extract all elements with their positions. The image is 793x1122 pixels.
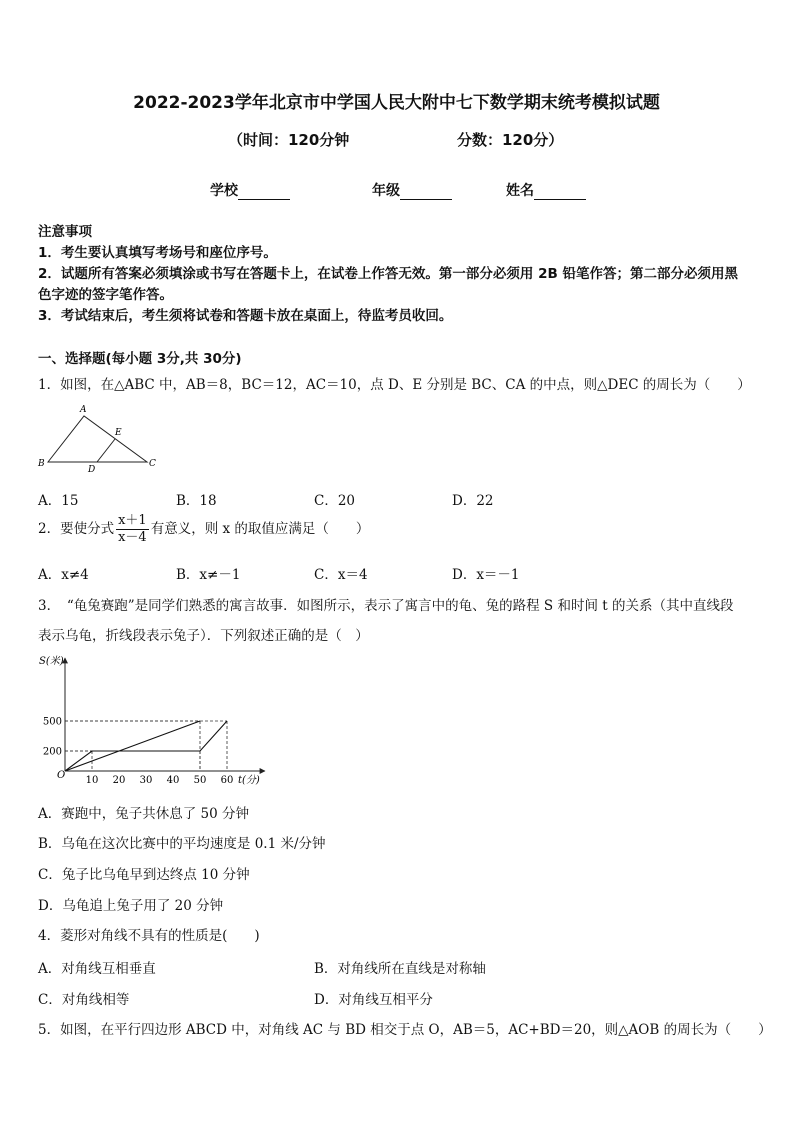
distance-time-chart xyxy=(35,652,275,792)
q4-stem: 4．菱形对角线不具有的性质是( ) xyxy=(38,928,260,944)
series-tortoise-line xyxy=(65,721,200,771)
q3-line-1: 3． “龟兔赛跑”是同学们熟悉的寓言故事．如图所示，表示了寓言中的龟、兔的路程 S 和时间 t 的关系（其中直线段 xyxy=(38,598,734,614)
triangle-abc xyxy=(48,416,147,462)
series-rabbit-line xyxy=(65,721,227,771)
y-tick-label: 500 xyxy=(42,716,62,728)
q3-option-c[interactable]: C．兔子比乌龟早到达终点 10 分钟 xyxy=(38,867,250,883)
exam-score: 分数：120分） xyxy=(457,131,564,149)
q1-stem: 1．如图，在△ABC 中，AB＝8，BC＝12，AC＝10，点 D、E 分别是 BC、CA 的中点，则△DEC 的周长为（ ） xyxy=(38,377,751,393)
q1-option-a[interactable]: A．15 xyxy=(38,493,79,509)
q1-option-d[interactable]: D．22 xyxy=(452,493,494,509)
q5-stem: 5．如图，在平行四边形 ABCD 中，对角线 AC 与 BD 相交于点 O，AB＝5，AC+BD＝20，则△AOB 的周长为（ ） xyxy=(38,1022,772,1038)
q4-option-b[interactable]: B．对角线所在直线是对称轴 xyxy=(314,961,486,977)
notes-item-2a: 2．试题所有答案必须填涂或书写在答题卡上，在试卷上作答无效。第一部分必须用 2B 铅笔作答；第二部分必须用黑 xyxy=(38,266,738,282)
q3-option-a[interactable]: A．赛跑中，兔子共休息了 50 分钟 xyxy=(38,806,250,822)
x-axis-label: t(分) xyxy=(238,775,260,786)
q2-numerator: x＋1 xyxy=(118,513,147,528)
x-tick-label: 60 xyxy=(220,775,234,786)
chart-series xyxy=(65,721,227,771)
school-blank[interactable] xyxy=(238,185,290,200)
q2-option-b[interactable]: B．x≠－1 xyxy=(176,567,241,583)
x-tick-label: 40 xyxy=(166,775,180,786)
q2-pre: 2．要使分式 xyxy=(38,521,115,537)
q4-option-c[interactable]: C．对角线相等 xyxy=(38,992,130,1008)
grade-field xyxy=(372,180,452,200)
q2-post: 有意义，则 x 的取值应满足（ ） xyxy=(150,521,370,537)
x-tick-label: 30 xyxy=(139,775,153,786)
label-a: A xyxy=(80,405,87,415)
q3-option-b[interactable]: B．乌龟在这次比赛中的平均速度是 0.1 米/分钟 xyxy=(38,836,326,852)
school-field xyxy=(210,180,290,200)
q2-option-d[interactable]: D．x＝－1 xyxy=(452,567,520,583)
notes-block xyxy=(38,222,738,327)
q2-option-c[interactable]: C．x＝4 xyxy=(314,567,368,583)
x-tick-label: 50 xyxy=(193,775,207,786)
chart-guides xyxy=(65,721,227,771)
q2-stem xyxy=(38,513,369,546)
exam-time: （时间：120分钟 xyxy=(228,131,350,149)
label-c: C xyxy=(149,459,156,469)
name-blank[interactable] xyxy=(534,185,586,200)
q2-fraction xyxy=(116,513,149,546)
q2-denominator: x－4 xyxy=(118,530,147,545)
triangle-figure xyxy=(35,400,160,475)
notes-item-3: 3．考试结束后，考生须将试卷和答题卡放在桌面上，待监考员收回。 xyxy=(38,308,453,324)
notes-item-1: 1．考生要认真填写考场号和座位序号。 xyxy=(38,245,277,261)
notes-item-2b: 色字迹的签字笔作答。 xyxy=(38,287,173,303)
section-heading: 一、选择题(每小题 3分,共 30分) xyxy=(38,351,242,367)
origin-label: O xyxy=(57,770,66,781)
q4-option-d[interactable]: D．对角线互相平分 xyxy=(314,992,433,1008)
q1-option-b[interactable]: B．18 xyxy=(176,493,217,509)
segment-de xyxy=(97,439,115,462)
x-tick-label: 10 xyxy=(85,775,99,786)
q3-line-2: 表示乌龟，折线段表示兔子）．下列叙述正确的是（ ） xyxy=(38,628,369,644)
grade-blank[interactable] xyxy=(400,185,452,200)
q3-option-d[interactable]: D．乌龟追上兔子用了 20 分钟 xyxy=(38,898,224,914)
label-e: E xyxy=(115,428,122,438)
label-b: B xyxy=(38,459,45,469)
notes-heading: 注意事项 xyxy=(38,224,92,240)
exam-title: 2022-2023学年北京市中学国人民大附中七下数学期末统考模拟试题 xyxy=(133,93,660,113)
y-axis-label: S(米) xyxy=(39,656,64,667)
name-label: 姓名 xyxy=(506,183,534,199)
school-label: 学校 xyxy=(210,183,238,199)
x-tick-label: 20 xyxy=(112,775,126,786)
q2-option-a[interactable]: A．x≠4 xyxy=(38,567,89,583)
grade-label: 年级 xyxy=(372,183,400,199)
q4-option-a[interactable]: A．对角线互相垂直 xyxy=(38,961,156,977)
name-field xyxy=(506,180,586,200)
y-tick-label: 200 xyxy=(42,746,62,758)
label-d: D xyxy=(88,465,96,475)
q1-option-c[interactable]: C．20 xyxy=(314,493,356,509)
